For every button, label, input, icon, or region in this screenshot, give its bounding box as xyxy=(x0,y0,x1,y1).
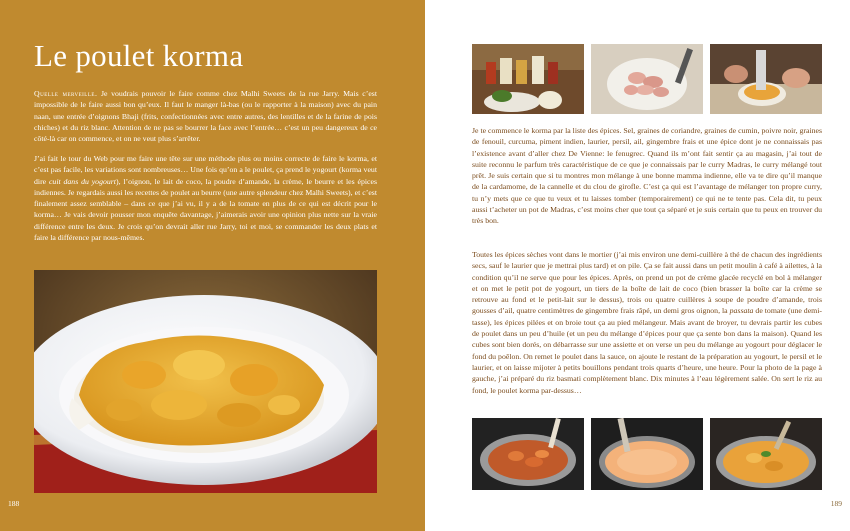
intro-text: Je voudrais pouvoir le faire comme chez Malhi Sweets de la rue Jarry. Mais c’est impossible de le faire aussi bon qu’eux. Il faut le manger là-bas (ou le rapporter à la maison) avec du pain naan, une entrée d’oignons Bhaji (frits, confectionnées avec entre autres, des lentilles et de la farine de pois chiches) et du riz blanc. Attention de ne pas se bourrer la face avec l’entrée… c’est un peu dangereux de ce côté-là car on commence, et on ne veut plus s’arrêter. xyxy=(34,89,377,144)
blending-photo xyxy=(710,44,822,114)
sauce-simmering-photo xyxy=(591,418,703,490)
intro-paragraph xyxy=(34,88,377,144)
right-paragraph-2-emphasis: passata xyxy=(729,306,754,316)
right-paragraph-2-text-a: Toutes les épices sèches vont dans le mortier (j’ai mis environ une demi-cuillère à thé de chacun des ingrédients secs, sauf le laurier que je mettrai plus tard) et on pile. Ça se fait aussi dans un petit moulin à café à ailettes, à la condition qu’il ne serve que pour les épices. Après, on prend un pot de crème glacée recyclé en bol à mélanger et on met le petit pot de yogourt, un tiers de la boîte de lait de coco (bien brasser la boîte car la crème se retrouve au fond et le petit-lait sur le dessus), trois ou quatre cuillères à soupe de poudre d’amande, trois gousses d’ail, quatre centimètres de gingembre frais râpé, un demi gros oignon, la xyxy=(472,250,822,316)
right-page xyxy=(425,0,850,531)
right-paragraph-2-text-b: de tomate (une demi-tasse), les épices pilées et on broie tout ça au pied mélangeur. Mais avant de broyer, tu devrais partir les cubes de poulet dans un peu d’huile (et un peu du mélange d’épices pour que ça sente bon dans la maison). Quand les cubes sont bien dorés, on débarrasse sur une assiette et on verse un peu du mélange au yogourt pour déglacer le fond du poêlon. On remet le poulet dans la sauce, on ajoute le restant de la préparation au yogourt, le persil et le laurier, et on laisse mijoter à petits bouillons pendant trois quarts d’heure, une heure. Pour la photo de la page à gauche, j’ai préparé du riz basmati complètement blanc. Dix minutes à l’eau légèrement salée. On sert le riz au fond, le poulet korma par-dessus… xyxy=(472,306,822,395)
page-number-right: 189 xyxy=(830,499,842,508)
korma-dish-photo xyxy=(34,270,377,493)
second-paragraph-emphasis: cuit dans du yogourt xyxy=(48,176,116,186)
second-paragraph xyxy=(34,153,377,243)
chicken-cubes-photo xyxy=(591,44,703,114)
korma-pan-photo xyxy=(710,418,822,490)
page-number-left: 188 xyxy=(8,499,20,508)
right-paragraph-2 xyxy=(472,249,822,396)
spices-photo xyxy=(472,44,584,114)
right-paragraph-1: Je te commence le korma par la liste des épices. Sel, graines de coriandre, graines de cumin, poivre noir, graines de fenouil, curcuma, piment indien, laurier, persil, ail, gingembre frais et une épice dont je ne connaissais pas l’existence avant d’aller chez De Vienne: le fenugrec. Quand ils m’ont fait sentir ça au magasin, j’ai tout de suite reconnu le parfum très caractéristique de ce que je connaissais par le curry Madras, le curry mélangé tout prêt. Je suis certain que si tu montres mon mélange à une bonne mamma indienne, elle va te dire qu’il manque de la cardamome, de la cannelle et du clou de girofle. C’est ça qui est l’avantage de mélanger ton propre curry, tu n’y mets que ce que tu veux et tu laisses tomber (temporairement) ce qui ne te tente pas. Cela dit, tu peux aussi t’acheter un pot de Madras, c’est moins cher que tout ça séparé et je suis certain que tu peux en trouver du très bon. xyxy=(472,126,822,226)
second-paragraph-text-a: J’ai fait le tour du Web pour me faire une tête sur une méthode plus ou moins correcte de faire le korma, et c’est pas facile, les variations sont nombreuses… Une fois qu’on a le poulet, ça prend le yogourt (korma veut dire xyxy=(34,154,377,186)
lead-in: Quelle merveille. xyxy=(34,89,98,98)
second-paragraph-text-b: ), l’oignon, le lait de coco, la poudre d’amande, la crème, le beurre et les épices indiennes. Je regardais aussi les recettes de poulet au beurre (une autre splendeur chez Malhi Sweets), et c’est finalement assez semblable – dans ce que j’ai vu, il y a de la tomate en plus de ce qui est décrit pour le korma… Je vais devoir pousser mon enquête davantage, j’aimerais avoir une opinion plus nette sur la vraie différence entre les deux. Je crois qu’on devrait aller rue Jarry, toi et moi, se commander les deux plats et faire la différence par nous-mêmes. xyxy=(34,176,377,243)
page-title: Le poulet korma xyxy=(34,38,244,73)
browning-chicken-photo xyxy=(472,418,584,490)
